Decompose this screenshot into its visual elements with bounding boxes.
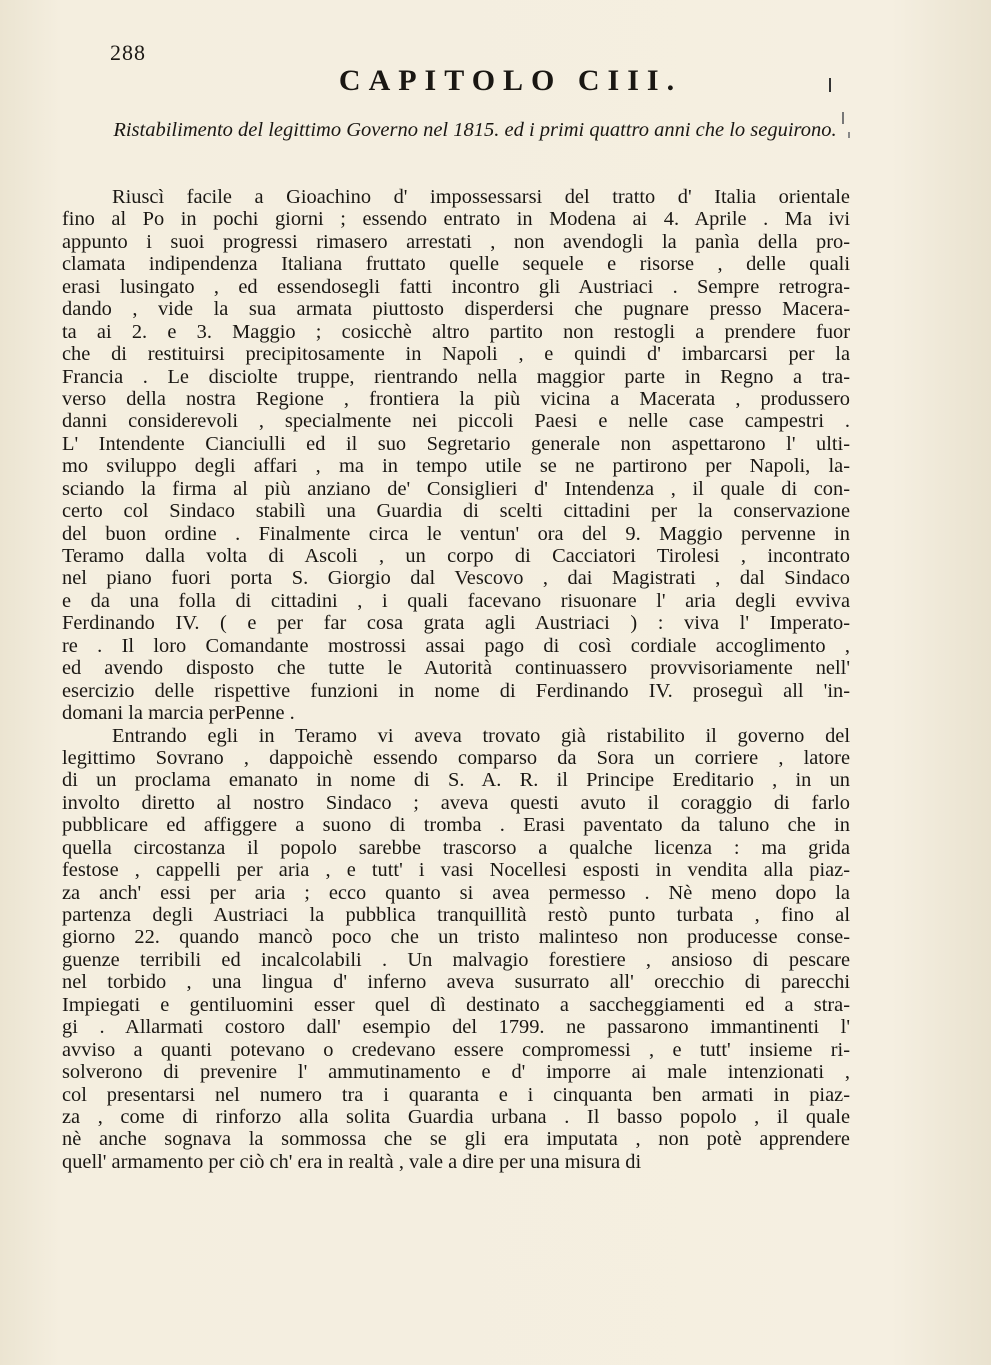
text-line: appunto i suoi progressi rimasero arrestati , non avendogli la panìa della pro- [62, 230, 850, 253]
text-line: Entrando egli in Teramo vi aveva trovato già ristabilito il governo del [112, 724, 850, 747]
text-line: festose , cappelli per aria , e tutt' i vasi Nocellesi esposti in vendita alla piaz- [62, 859, 850, 882]
margin-dot [848, 132, 850, 138]
text-line: re . Il loro Comandante mostrossi assai pago di così cordiale accoglimento , [62, 634, 850, 657]
text-line: Riuscì facile a Gioachino d' impossessarsi del tratto d' Italia orientale [112, 186, 850, 208]
text-line: legittimo Sovrano , dappoichè essendo comparso da Sora un corriere , latore [62, 746, 850, 769]
chapter-subtitle: Ristabilimento del legittimo Governo nel 1815. ed i primi quattro anni che lo seguirono. [113, 119, 837, 141]
text-line: nel torbido , una lingua d' inferno aveva susurrato all' orecchio di parecchi [62, 971, 850, 994]
text-line: quella circostanza il popolo sarebbe trascorso a qualche licenza : ma grida [62, 836, 850, 859]
text-line: che di restituirsi precipitosamente in Napoli , e quindi d' imbarcarsi per la [62, 343, 850, 366]
text-line: e da una folla di cittadini , i quali facevano risuonare l' aria degli evviva [62, 589, 850, 612]
text-line: partenza degli Austriaci la pubblica tranquillità restò punto turbata , fino al [62, 904, 850, 926]
text-line: domani la marcia perPenne . [62, 702, 295, 725]
text-line: solverono di prevenire l' ammutinamento e d' imporre ai male intenzionati , [62, 1061, 850, 1084]
text-line: pubblicare ed affiggere a suono di tromba . Erasi paventato da taluno che in [62, 814, 850, 837]
text-line: nè anche sognava la sommossa che se gli era imputata , non potè apprendere [62, 1128, 850, 1151]
text-line: avviso a quanti potevano o credevano essere compromessi , e tutt' insieme ri- [62, 1038, 850, 1061]
margin-tick [842, 112, 844, 124]
text-line: mo sviluppo degli affari , ma in tempo utile se ne partirono per Napoli, la- [62, 455, 850, 478]
text-line: danni considerevoli , specialmente nei piccoli Paesi e nelle case campestri . [62, 410, 850, 433]
text-line: involto diretto al nostro Sindaco ; aveva questi avuto il coraggio di farlo [62, 791, 850, 814]
text-line: esercizio delle rispettive funzioni in nome di Ferdinando IV. proseguì all 'in- [62, 679, 850, 702]
text-line: ed avendo disposto che tutte le Autorità continuassero provvisoriamente nell' [62, 657, 850, 680]
text-line: Ferdinando IV. ( e per far cosa grata agli Austriaci ) : viva l' Imperato- [62, 612, 850, 635]
text-line: fino al Po in pochi giorni ; essendo entrato in Modena ai 4. Aprile . Ma ivi [62, 208, 850, 231]
text-line: dando , vide la sua armata piuttosto disperdersi che pugnare presso Macera- [62, 298, 850, 321]
text-line: clamata indipendenza Italiana fruttato quelle sequele e risorse , delle quali [62, 253, 850, 276]
text-line: Impiegati e gentiluomini esser quel dì destinato a saccheggiamenti ed a stra- [62, 993, 850, 1016]
text-line: sciando la firma al più anziano de' Consiglieri d' Intendenza , il quale di con- [62, 477, 850, 500]
text-line: za , come di rinforzo alla solita Guardia urbana . Il basso popolo , il quale [62, 1105, 850, 1128]
text-line: verso della nostra Regione , frontiera la più vicina a Macerata , produssero [62, 387, 850, 410]
text-line: Francia . Le disciolte truppe, rientrando nella maggior parte in Regno a tra- [62, 365, 850, 388]
text-line: ta ai 2. e 3. Maggio ; cosicchè altro partito non restogli a prendere fuor [62, 320, 850, 343]
text-line: quell' armamento per ciò ch' era in realtà , vale a dire per una misura di [62, 1150, 642, 1173]
text-line: Teramo dalla volta di Ascoli , un corpo di Cacciatori Tirolesi , incontrato [62, 545, 850, 567]
text-line: giorno 22. quando mancò poco che un tristo malinteso non producesse conse- [62, 926, 850, 949]
page-number: 288 [110, 40, 146, 65]
text-line: gi . Allarmati costoro dall' esempio del 1799. ne passarono immantinenti l' [62, 1016, 850, 1039]
text-line: col presentarsi nel numero tra i quaranta e i cinquanta ben armati in piaz- [62, 1083, 850, 1106]
chapter-title: CAPITOLO CIII. [338, 64, 683, 97]
margin-mark [829, 78, 831, 92]
body-text [62, 186, 850, 1173]
text-line: guenze terribili ed incalcolabili . Un malvagio forestiere , ansioso di pescare [62, 948, 850, 971]
text-line: di un proclama emanato in nome di S. A. R. il Principe Ereditario , in un [62, 769, 850, 792]
text-line: L' Intendente Cianciulli ed il suo Segretario generale non aspettarono l' ulti- [62, 432, 850, 455]
text-line: certo col Sindaco stabilì una Guardia di scelti cittadini per la conservazione [62, 500, 850, 523]
text-line: za anch' essi per aria ; ecco quanto si avea permesso . Nè meno dopo la [62, 881, 850, 904]
text-line: del buon ordine . Finalmente circa le ventun' ora del 9. Maggio pervenne in [62, 522, 850, 545]
text-line: nel piano fuori porta S. Giorgio dal Vescovo , dai Magistrati , dal Sindaco [62, 567, 850, 590]
text-line: erasi lusingato , ed essendosegli fatti incontro gli Austriaci . Sempre retrogra- [62, 275, 850, 298]
